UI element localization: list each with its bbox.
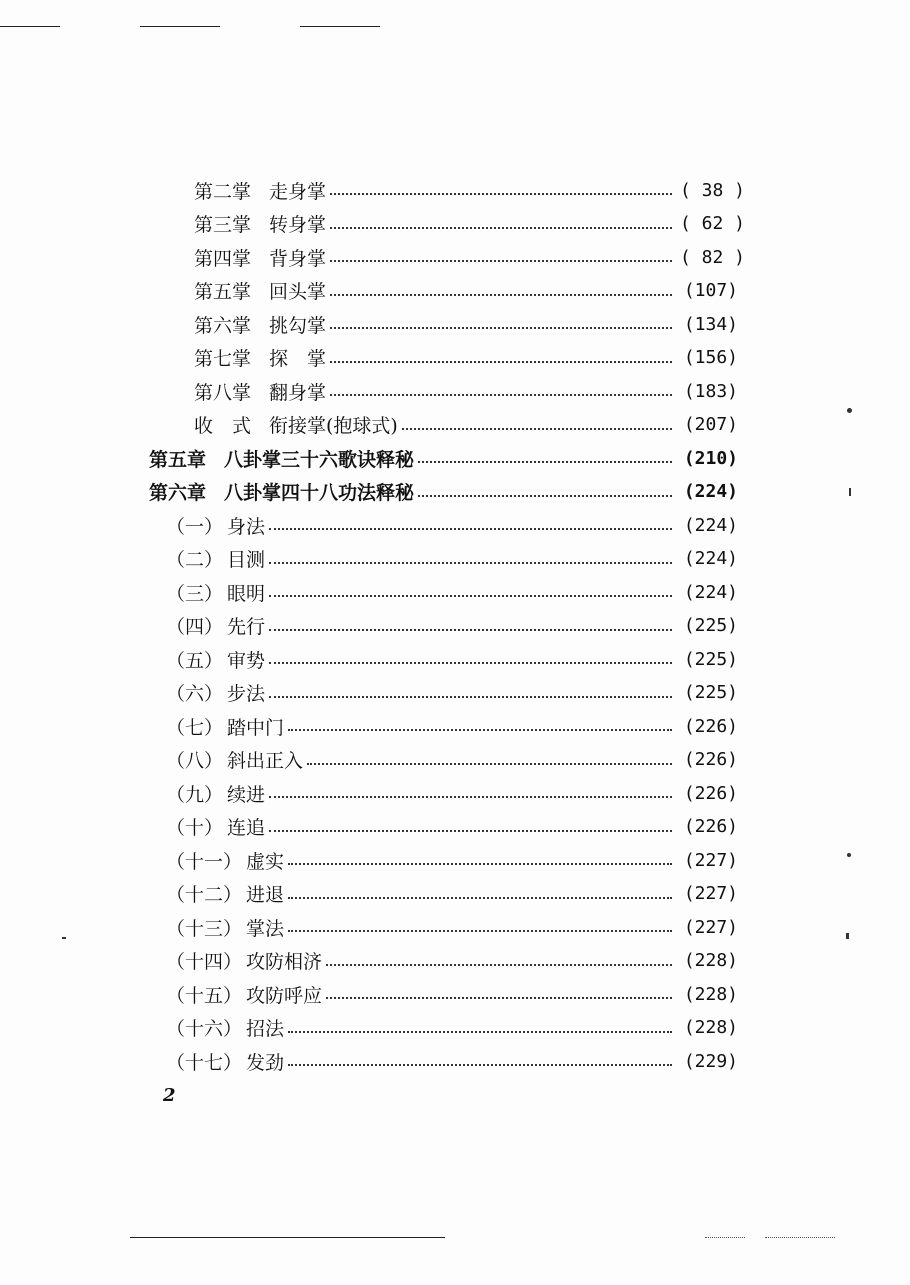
dot-leader: [288, 1064, 672, 1066]
toc-entry: [166, 778, 738, 808]
toc-entry-page: (227): [683, 883, 738, 904]
toc-entry-page: (224): [683, 514, 738, 536]
toc-entry-name: 攻防呼应: [246, 984, 323, 1007]
toc-entry-title: [166, 545, 265, 572]
scan-speck: [62, 937, 66, 939]
dot-leader: [330, 394, 672, 396]
toc-entry-title: [166, 1014, 284, 1041]
toc-entry-page: (224): [683, 481, 738, 502]
toc-entry-label: 第三掌: [194, 214, 252, 236]
toc-entry: [194, 175, 746, 205]
top-rule-1: [0, 26, 60, 27]
dot-leader: [288, 930, 672, 932]
toc-entry-label: 第七掌: [194, 348, 252, 370]
toc-entry: [149, 477, 738, 507]
toc-entry-page: (226): [683, 782, 738, 804]
dot-leader: [330, 193, 672, 195]
toc-entry: [166, 1046, 738, 1076]
toc-entry-title: [166, 746, 303, 773]
toc-entry: [166, 879, 738, 909]
toc-entry-label: （三）: [166, 582, 224, 605]
top-rule-2: [140, 26, 220, 27]
toc-entry: [166, 644, 738, 674]
toc-entry-name: 斜出正入: [227, 750, 304, 772]
toc-entry: [166, 745, 738, 775]
toc-entry: [166, 1013, 738, 1043]
top-rule-3: [300, 26, 380, 27]
toc-entry-label: 第六章: [149, 482, 207, 504]
dot-leader: [330, 227, 672, 229]
toc-entry-page: (227): [683, 849, 738, 871]
toc-entry: [166, 577, 738, 607]
dot-leader: [288, 729, 672, 731]
toc-entry-page: (226): [683, 715, 738, 737]
scan-speck: [847, 853, 851, 857]
toc-entry-name: 走身掌: [269, 180, 327, 203]
toc-entry: [166, 845, 738, 875]
toc-entry: [149, 443, 738, 473]
toc-entry: [194, 309, 738, 339]
toc-entry-name: 翻身掌: [269, 381, 327, 404]
dot-leader: [402, 428, 672, 430]
toc-entry-name: 审势: [227, 649, 266, 672]
toc-entry-title: [194, 177, 326, 204]
toc-entry-name: 背身掌: [269, 247, 327, 270]
toc-entry-name: 八卦掌四十八功法释秘: [224, 482, 415, 504]
toc-entry: [166, 812, 738, 842]
toc-entry-label: （二）: [166, 549, 224, 571]
toc-entry-title: [166, 981, 322, 1008]
toc-entry-title: [194, 277, 326, 304]
dot-leader: [269, 696, 672, 698]
bottom-rule-1: [130, 1237, 445, 1238]
dot-leader: [269, 629, 672, 631]
toc-entry-label: （十六）: [166, 1018, 243, 1040]
toc-entry-label: （十二）: [166, 884, 243, 906]
toc-entry-title: [194, 210, 326, 237]
toc-entry-label: 第四掌: [194, 247, 252, 270]
toc-entry: [166, 979, 738, 1009]
toc-entry-name: 目测: [227, 549, 266, 571]
toc-entry-name: 进退: [246, 884, 285, 906]
toc-entry-label: 第八掌: [194, 381, 252, 404]
toc-entry-page: (225): [683, 615, 738, 636]
toc-entry: [194, 410, 738, 440]
toc-entry-title: [166, 813, 265, 840]
toc-entry-title: [149, 478, 414, 505]
toc-entry-page: (210): [683, 447, 738, 469]
dot-leader: [269, 662, 672, 664]
toc-entry-page: ( 82 ): [680, 246, 746, 268]
toc-entry-name: 踏中门: [227, 716, 285, 739]
toc-entry-label: 第五掌: [194, 281, 252, 303]
toc-entry-name: 挑勾掌: [269, 314, 327, 337]
toc-entry-page: (107): [683, 280, 738, 301]
toc-entry-name: 攻防相济: [246, 951, 323, 973]
toc-entry-label: （五）: [166, 649, 224, 672]
toc-entry-page: (226): [683, 749, 738, 770]
dot-leader: [269, 830, 672, 832]
toc-entry-name: 探 掌: [269, 348, 327, 370]
toc-entry-page: (183): [683, 380, 738, 402]
dot-leader: [418, 461, 672, 463]
toc-entry: [166, 946, 738, 976]
toc-entry-title: [194, 411, 398, 438]
toc-entry-page: ( 62 ): [680, 213, 746, 234]
toc-entry-page: (225): [683, 648, 738, 670]
scan-speck: [847, 408, 852, 413]
toc-entry-page: (207): [683, 414, 738, 435]
toc-entry-name: 步法: [227, 683, 266, 705]
toc-entry-name: 连追: [227, 817, 266, 839]
toc-entry-title: [166, 947, 322, 974]
toc-entry-name: 掌法: [246, 917, 285, 940]
toc-entry: [166, 510, 738, 540]
page-number: 2: [163, 1085, 176, 1106]
dot-leader: [288, 897, 672, 899]
toc-entry-page: (225): [683, 682, 738, 703]
toc-entry-title: [166, 914, 284, 941]
dot-leader: [326, 997, 672, 999]
toc-entry-page: (227): [683, 916, 738, 938]
toc-entry-title: [166, 847, 284, 874]
toc-entry-name: 八卦掌三十六歌诀释秘: [224, 448, 415, 471]
toc-entry-label: （四）: [166, 616, 224, 638]
toc-entry-label: 第六掌: [194, 314, 252, 337]
toc-entry-label: （十五）: [166, 984, 243, 1007]
toc-entry-name: 发劲: [246, 1051, 285, 1074]
toc-entry-title: [166, 612, 265, 639]
toc-entry-page: (134): [683, 313, 738, 335]
dot-leader: [269, 528, 672, 530]
toc-entry-title: [166, 579, 265, 606]
toc-entry-title: [166, 880, 284, 907]
toc-entry-name: 衔接掌(抱球式): [269, 415, 398, 437]
dot-leader: [288, 863, 672, 865]
toc-entry: [166, 912, 738, 942]
toc-entry: [166, 711, 738, 741]
toc-entry-title: [166, 1048, 284, 1075]
dot-leader: [269, 796, 672, 798]
dot-leader: [330, 361, 672, 363]
toc-entry-label: （七）: [166, 716, 224, 739]
toc-entry-name: 先行: [227, 616, 266, 638]
toc-entry-title: [166, 646, 265, 673]
bottom-rule-3: [765, 1237, 835, 1238]
dot-leader: [418, 495, 672, 497]
toc-entry-label: （十四）: [166, 951, 243, 973]
toc-entry: [166, 678, 738, 708]
scan-speck: [846, 933, 849, 939]
toc-entry-name: 虚实: [246, 850, 285, 873]
toc-entry-page: (228): [683, 1017, 738, 1038]
toc-entry-title: [166, 512, 265, 539]
toc-entry: [194, 276, 738, 306]
toc-entry-name: 回头掌: [269, 281, 327, 303]
toc-entry-page: (228): [683, 950, 738, 971]
toc-entry: [194, 376, 738, 406]
toc-entry-label: （一）: [166, 515, 224, 538]
toc-entry-name: 转身掌: [269, 214, 327, 236]
bottom-rule-2: [705, 1237, 745, 1238]
toc-entry-label: 收 式: [194, 415, 252, 437]
toc-entry-name: 续进: [227, 783, 266, 806]
dot-leader: [269, 595, 672, 597]
toc-entry-label: （六）: [166, 683, 224, 705]
toc-entry-page: ( 38 ): [680, 179, 746, 201]
toc-entry: [194, 242, 746, 272]
toc-entry-label: 第二掌: [194, 180, 252, 203]
toc-entry: [166, 544, 738, 574]
toc-entry-page: (156): [683, 347, 738, 368]
toc-entry-page: (226): [683, 816, 738, 837]
toc-entry: [194, 343, 738, 373]
toc-entry-label: （十七）: [166, 1051, 243, 1074]
toc-entry-name: 眼明: [227, 582, 266, 605]
toc-entry-title: [194, 344, 326, 371]
dot-leader: [269, 562, 672, 564]
toc-entry-title: [194, 311, 326, 338]
dot-leader: [326, 964, 672, 966]
toc-entry-label: （十一）: [166, 850, 243, 873]
toc-entry-title: [194, 378, 326, 405]
dot-leader: [330, 327, 672, 329]
dot-leader: [307, 763, 672, 765]
toc-entry-label: （十三）: [166, 917, 243, 940]
toc-entry: [194, 209, 746, 239]
toc-entry-title: [166, 780, 265, 807]
toc-entry-title: [194, 244, 326, 271]
toc-entry-page: (228): [683, 983, 738, 1005]
dot-leader: [330, 294, 672, 296]
toc-entry-label: （十）: [166, 817, 224, 839]
toc-entry-page: (224): [683, 581, 738, 603]
toc-entry-page: (229): [683, 1050, 738, 1072]
toc-entry-title: [149, 445, 414, 472]
scan-speck: [849, 488, 851, 496]
toc-entry-name: 身法: [227, 515, 266, 538]
toc-entry-name: 招法: [246, 1018, 285, 1040]
toc-entry-title: [166, 713, 284, 740]
toc-entry-title: [166, 679, 265, 706]
toc-entry-page: (224): [683, 548, 738, 569]
toc-entry-label: 第五章: [149, 448, 207, 471]
dot-leader: [288, 1031, 672, 1033]
toc-entry-label: （九）: [166, 783, 224, 806]
toc-entry: [166, 611, 738, 641]
toc-entry-label: （八）: [166, 750, 224, 772]
dot-leader: [330, 260, 672, 262]
